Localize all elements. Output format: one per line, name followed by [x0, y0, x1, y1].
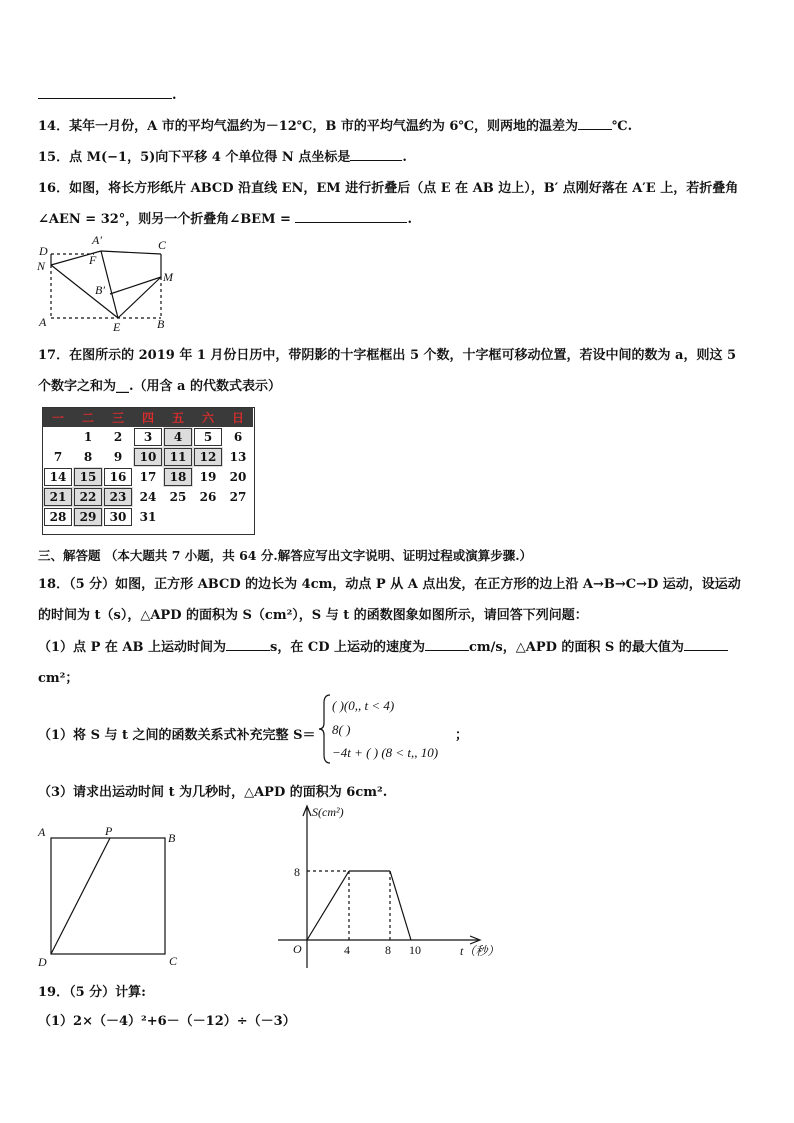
calendar-header-row: [43, 407, 253, 427]
piecewise-case-2: 8( ): [332, 722, 351, 737]
calendar-cell: 28: [43, 507, 73, 527]
label-N: N: [37, 259, 46, 273]
calendar-row: [43, 487, 253, 507]
calendar-cell: 31: [139, 510, 157, 524]
label-F: F: [89, 253, 97, 267]
question-18-part1: （1）点 P 在 AB 上运动时间为 s，在 CD 上运动的速度为 cm/s，△APD 的面积 S 的最大值为: [38, 636, 728, 655]
piecewise-case-1: ( )(0,, t < 4): [332, 698, 395, 713]
weekday-header: 六: [193, 407, 223, 427]
question-16-line1: 16．如图，将长方形纸片 ABCD 沿直线 EN，EM 进行折叠后（点 E 在 AB 边上），B′ 点刚好落在 A′E 上，若折叠角: [38, 181, 739, 196]
graph-x-label: t（秒）: [460, 944, 500, 958]
question-19-line1: 19．（5 分）计算:: [38, 985, 146, 1000]
label-P: P: [105, 824, 113, 838]
calendar-cell-shaded: 15: [73, 467, 103, 487]
calendar-cell-shaded: 18: [163, 467, 193, 487]
calendar-cell-shaded: 10: [133, 447, 163, 467]
question-18-part3: （3）请求出运动时间 t 为几秒时，△APD 的面积为 6cm².: [38, 785, 388, 800]
calendar-cell: 5: [193, 427, 223, 447]
calendar-cell: 7: [53, 450, 63, 464]
calendar-table: [43, 407, 253, 527]
calendar-row: [43, 427, 253, 447]
graph-y-tick: 8: [294, 865, 300, 879]
label-M: M: [163, 270, 173, 284]
calendar-cell: 27: [229, 490, 247, 504]
label-B: B: [168, 831, 176, 845]
calendar-cell: 13: [229, 450, 247, 464]
answer-blank: [425, 638, 469, 651]
label-A-prime: A′: [92, 233, 102, 247]
question-19-line2: （1）2×（－4）²+6－（－12）÷（－3）: [38, 1014, 296, 1029]
label-C: C: [169, 954, 178, 968]
question-17-line2: 个数字之和为__.（用含 a 的代数式表示）: [38, 379, 282, 394]
label-E: E: [113, 320, 121, 334]
calendar-cell: 30: [103, 507, 133, 527]
calendar-cell-shaded: 12: [193, 447, 223, 467]
graph-x-tick: 8: [385, 943, 391, 957]
weekday-header: 日: [223, 407, 253, 427]
q13-answer-line: .: [38, 86, 177, 103]
calendar-cell: 9: [113, 450, 123, 464]
label-B: B: [157, 317, 165, 331]
graph-y-label: S(cm²): [312, 805, 344, 819]
question-15: 15．点 M(−1，5)向下平移 4 个单位得 N 点坐标是 .: [38, 150, 407, 165]
calendar-cell: 25: [169, 490, 187, 504]
answer-blank: [38, 86, 172, 99]
answer-blank: [226, 638, 270, 651]
calendar-cell-shaded: 29: [73, 507, 103, 527]
weekday-header: 二: [73, 407, 103, 427]
calendar-cell: [43, 427, 73, 447]
calendar-cell-shaded: 11: [163, 447, 193, 467]
calendar-cell: 26: [199, 490, 217, 504]
answer-blank: [578, 117, 612, 130]
piecewise-brace: [318, 693, 332, 765]
piecewise-end: ；: [455, 728, 469, 743]
label-A: A: [39, 315, 47, 329]
question-14: 14．某年一月份，A 市的平均气温约为－12℃，B 市的平均气温约为 6℃，则两地的温差为 ℃.: [38, 119, 633, 134]
calendar-cell: [193, 507, 223, 527]
question-18-part2: （1）将 S 与 t 之间的函数关系式补充完整 S＝: [38, 728, 316, 743]
question-18-line1: 18．（5 分）如图，正方形 ABCD 的边长为 4cm，动点 P 从 A 点出发，在正方形的边上沿 A→B→C→D 运动，设运动: [38, 577, 741, 592]
question-18-part1-unit: cm²；: [38, 671, 79, 686]
label-B-prime: B′: [95, 283, 105, 297]
graph-x-tick: 10: [409, 943, 421, 957]
calendar-cell: 16: [103, 467, 133, 487]
calendar-cell-shaded: 21: [43, 487, 73, 507]
section-3-heading: 三、解答题 （本大题共 7 小题，共 64 分.解答应写出文字说明、证明过程或演算步骤.）: [38, 548, 533, 563]
folding-rectangle-figure: [34, 232, 184, 334]
calendar-cell-shaded: 23: [103, 487, 133, 507]
piecewise-case-3: −4t + ( ) (8 < t,, 10): [332, 745, 439, 760]
weekday-header: 四: [133, 407, 163, 427]
calendar-cell-shaded: 4: [163, 427, 193, 447]
calendar-cell: 3: [133, 427, 163, 447]
calendar-cell: 2: [113, 430, 123, 444]
calendar-cell: 20: [229, 470, 247, 484]
weekday-header: 一: [43, 407, 73, 427]
square-figure: [34, 822, 184, 970]
label-C: C: [158, 238, 167, 252]
calendar-cell: 19: [199, 470, 217, 484]
calendar-cell-shaded: 22: [73, 487, 103, 507]
question-16-line2: ∠AEN = 32°，则另一个折叠角∠BEM = .: [38, 212, 412, 227]
calendar-cell: 8: [83, 450, 93, 464]
calendar-row: [43, 467, 253, 487]
weekday-header: 五: [163, 407, 193, 427]
calendar-cell: 6: [233, 430, 243, 444]
calendar-cell: [163, 507, 193, 527]
answer-blank: [295, 210, 407, 223]
calendar-cell: 1: [83, 430, 93, 444]
calendar-cell: 14: [43, 467, 73, 487]
calendar-row: [43, 447, 253, 467]
calendar-cell: 24: [139, 490, 157, 504]
graph-origin: O: [293, 942, 302, 956]
label-D: D: [38, 955, 47, 969]
answer-blank: [684, 638, 728, 651]
calendar-cell: [223, 507, 253, 527]
question-17-line1: 17．在图所示的 2019 年 1 月份日历中，带阴影的十字框框出 5 个数，十字框可移动位置，若设中间的数为 a，则这 5: [38, 348, 737, 363]
function-graph: [270, 798, 520, 970]
calendar-cell: 17: [139, 470, 157, 484]
calendar-row: [43, 507, 253, 527]
question-18-line2: 的时间为 t（s），△APD 的面积为 S（cm²），S 与 t 的函数图象如图所示，请回答下列问题：: [38, 608, 588, 623]
label-D: D: [39, 244, 48, 258]
weekday-header: 三: [103, 407, 133, 427]
graph-x-tick: 4: [344, 943, 350, 957]
answer-blank: [350, 148, 402, 161]
label-A: A: [38, 825, 46, 839]
